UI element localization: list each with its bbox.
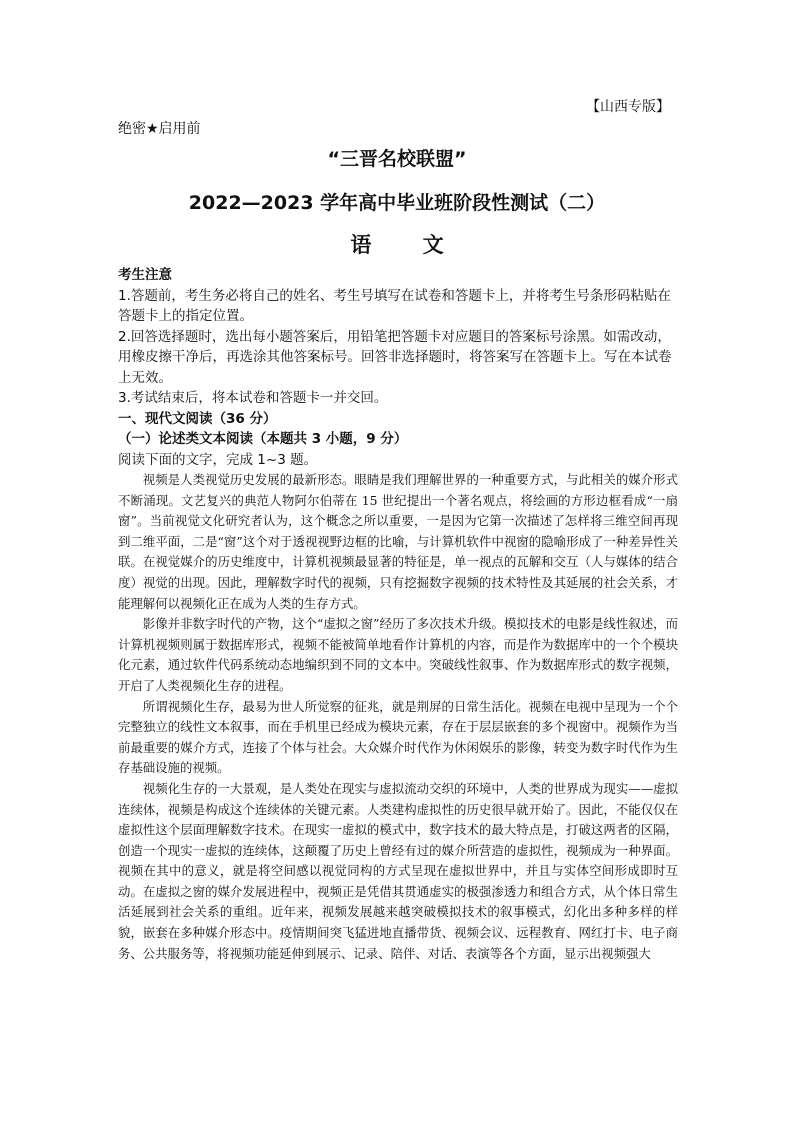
section-heading: 一、现代文阅读（36 分） <box>118 410 277 427</box>
subsection-heading: （一）论述类文本阅读（本题共 3 小题，9 分） <box>118 431 408 447</box>
notice-item-2: 2.回答选择题时，选出每小题答案后，用铅笔把答题卡对应题目的答案标号涂黑。如需改动，用橡皮擦干净后，再选涂其他答案标号。回答非选择题时，将答案写在答题卡上。写在本试卷上无效。 <box>118 328 672 386</box>
alliance-title: “三晋名校联盟” <box>327 148 467 170</box>
notice-item-3: 3.考试结束后，将本试卷和答题卡一并交回。 <box>118 390 388 406</box>
notice-heading: 考生注意 <box>118 267 172 283</box>
passage-paragraph-4: 视频化生存的一大景观，是人类处在现实与虚拟流动交织的环境中，人类的世界成为现实——虚拟连续体，视频是构成这个连续体的关键元素。人类建构虚拟性的历史很早就开始了。因此，不能仅仅在虚拟性这个层面理解数字技术。在现实一虚拟的模式中，数字技术的最大特点是，打破这两者的区隔，创造一个现实一虚拟的连续体，这颠覆了历史上曾经有过的媒介所营造的虚拟性，视频成为一种界面。视频在其中的意义，就是将空间感以视觉同构的方式呈现在虚拟世界中，并且与实体空间形成即时互动。在虚拟之窗的媒介发展进程中，视频正是凭借其贯通虚实的极强渗透力和组合方式，从个体日常生活延展到社会关系的重组。近年来，视频发展越来越突破模拟技术的叙事模式，幻化出多种多样的样貌，嵌套在多种媒介形态中。疫情期间突飞猛进地直播带货、视频会议、远程教育、网红打卡、电子商务、公共服务等，将视频功能延伸到展示、记录、陪伴、对话、表演等各个方面，显示出视频强大 <box>118 780 678 961</box>
confidential-label: 绝密★启用前 <box>118 121 201 137</box>
exam-content <box>118 265 678 964</box>
notice-item-1: 1.答题前，考生务必将自己的姓名、考生号填写在试卷和答题卡上，并将考生号条形码粘贴在答题卡上的指定位置。 <box>118 287 671 324</box>
reading-instruction: 阅读下面的文字，完成 1~3 题。 <box>118 451 318 468</box>
passage-paragraph-3: 所谓视频化生存，最易为世人所觉察的征兆，就是荆屏的日常生活化。视频在电视中呈现为一个个完整独立的线性文本叙事，而在手机里已经成为模块元素，存在于层层嵌套的多个视窗中。视频作为当前最重要的媒介方式，连接了个体与社会。大众媒介时代作为休闲娱乐的影像，转变为数字时代作为生存基础设施的视频。 <box>118 698 678 776</box>
edition-label: 【山西专版】 <box>586 99 670 115</box>
passage-paragraph-2: 影像并非数字时代的产物，这个“虚拟之窗”经历了多次技术升级。模拟技术的电影是线性叙述，而计算机视频则属于数据库形式，视频不能被简单地看作计算机的内容，而是作为数据库中的一个个模块化元素，通过软件代码系统动态地编织到不同的文本中。突破线性叙事、作为数据库形式的数字视频，开启了人类视频化生存的进程。 <box>118 616 678 693</box>
subject-title: 语 文 <box>350 233 466 257</box>
passage-paragraph-1: 视频是人类视觉历史发展的最新形态。眼睛是我们理解世界的一种重要方式，与此相关的媒介形式不断涌现。文艺复兴的典范人物阿尔伯蒂在 15 世纪提出一个著名观点，将绘画的方形边框看成“一扇窗”。当前视觉文化研究者认为，这个概念之所以重要，一是因为它第一次描述了怎样将三维空间再现到二维平面，二是“窗”这个对于透视视野边框的比喻，与计算机软件中视窗的隐喻形成了一种差异性关联。在视觉媒介的历史维度中，计算机视频最显著的特征是，单一视点的瓦解和交互（人与媒体的结合度）视觉的出现。因此，理解数字时代的视频，只有挖掘数字视频的技术特性及其延展的社会关系，才能理解何以视频化正在成为人类的生存方式。 <box>118 472 678 611</box>
exam-title: 2022—2023 学年高中毕业班阶段性测试（二） <box>188 192 606 214</box>
